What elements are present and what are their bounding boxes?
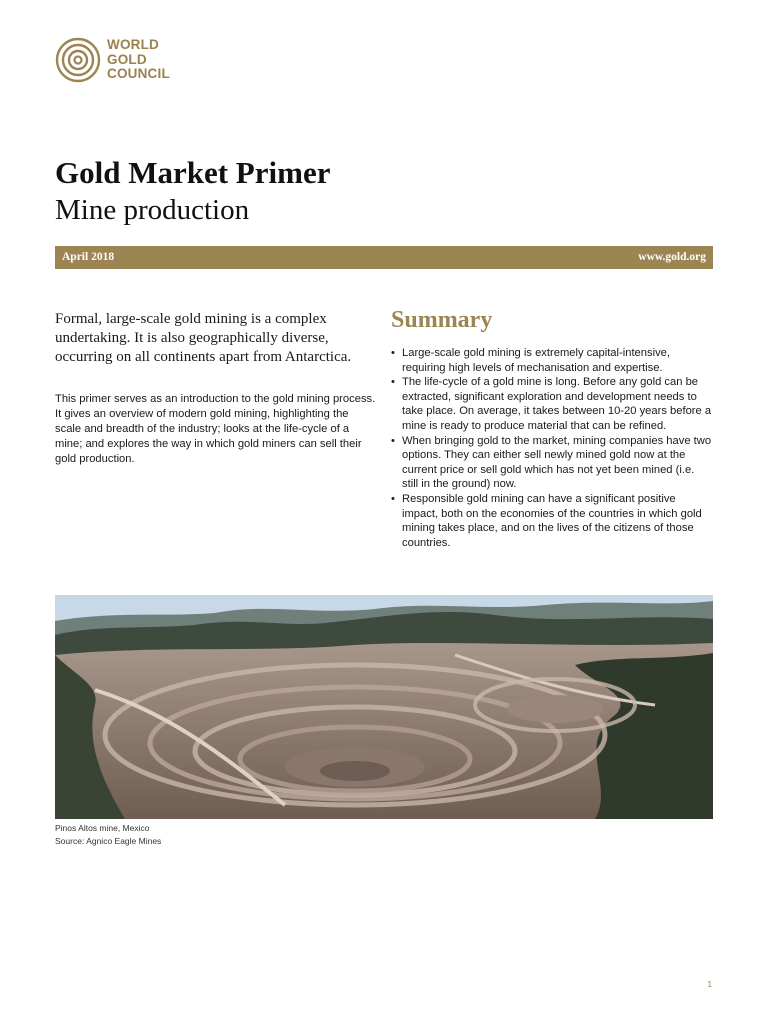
body-paragraph: This primer serves as an introduction to the gold mining process. It gives an overview of modern gold mining, highlighting the scale and breadth of the industry; looks at the life-cycle of a mine; and explores the way in which gold miners can sell their gold production.: [55, 393, 376, 465]
world-gold-council-logo: [55, 37, 195, 85]
intro-paragraph: Formal, large-scale gold mining is a complex undertaking. It is also geographically diverse, occurring on all continents apart from Antarctica.: [55, 311, 352, 365]
summary-bullet-3: • When bringing gold to the market, mining companies have two options. They can either sell newly mined gold now at the current price or sell gold which has not yet been mined (i.e. still in the ground) now.: [391, 434, 713, 492]
caption-location: Pinos Altos mine, Mexico: [55, 823, 150, 833]
document-subtitle: Mine production: [55, 194, 250, 226]
document-title: Gold Market Primer: [55, 155, 331, 190]
caption-source: Source: Agnico Eagle Mines: [55, 835, 162, 846]
concentric-rings-icon: [55, 37, 101, 83]
summary-bullet-2: • The life-cycle of a gold mine is long. Before any gold can be extracted, significant exploration and development needs to take place. On average, it takes between 10-20 years before a mine is ready to produce material that can be refined.: [391, 375, 713, 433]
photo-caption: [55, 822, 161, 847]
open-pit-mine-illustration: [55, 595, 713, 819]
summary-bullet-1: • Large-scale gold mining is extremely capital-intensive, requiring high levels of mechanisation and expertise.: [391, 346, 713, 375]
publication-date: April 2018: [62, 251, 115, 263]
summary-list: [391, 346, 713, 550]
website-link[interactable]: www.gold.org: [638, 251, 706, 263]
summary-bullet-4: • Responsible gold mining can have a significant positive impact, both on the economies of the countries in which gold mining takes place, and on the lives of the citizens of those countries.: [391, 492, 713, 550]
logo-line-gold: GOLD: [107, 51, 147, 67]
logo-line-council: COUNCIL: [107, 66, 170, 81]
date-url-band: [55, 246, 713, 269]
logo-line-world: WORLD: [107, 37, 159, 52]
logo-wordmark: [107, 38, 170, 82]
summary-heading: Summary: [391, 307, 493, 333]
mine-photo: [55, 595, 713, 819]
page-number: 1: [707, 980, 712, 989]
